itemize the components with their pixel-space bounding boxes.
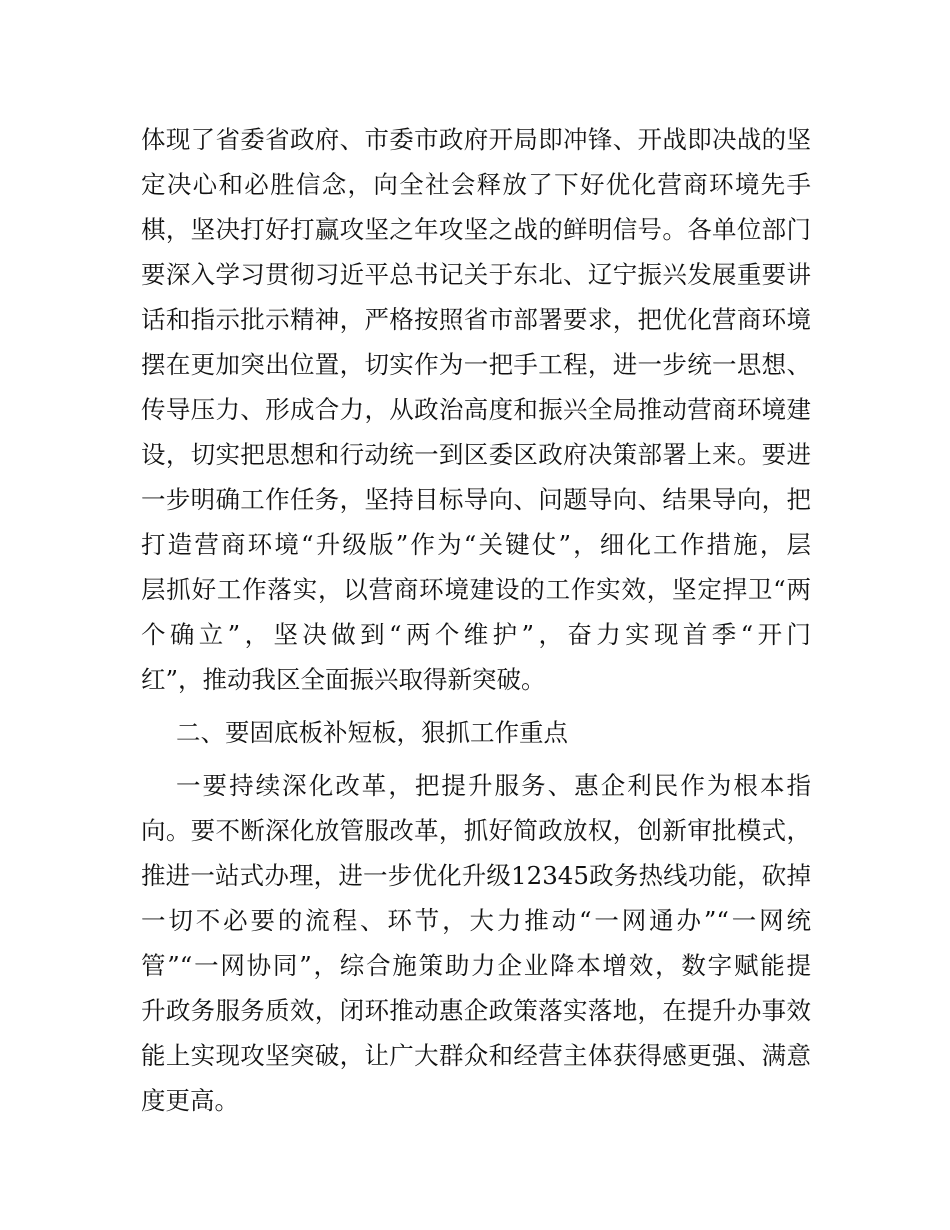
paragraph xyxy=(141,117,811,702)
text-line: 一要持续深化改革，把提升服务、惠企利民作为根本指 xyxy=(176,771,811,800)
section-heading xyxy=(141,710,811,755)
text-line: 个确立”，坚决做到“两个维护”，奋力实现首季“开门 xyxy=(141,620,811,649)
paragraph-spacer xyxy=(141,755,811,763)
document-body xyxy=(141,117,811,1123)
text-line: 体现了省委省政府、市委市政府开局即冲锋、开战即决战的坚 xyxy=(141,125,811,154)
text-line: 设，切实把思想和行动统一到区委区政府决策部署上来。要进 xyxy=(141,440,811,469)
text-line: 话和指示批示精神，严格按照省市部署要求，把优化营商环境 xyxy=(141,305,811,334)
text-line: 能上实现攻坚突破，让广大群众和经营主体获得感更强、满意 xyxy=(141,1041,811,1070)
text-line: 升政务服务质效，闭环推动惠企政策落实落地，在提升办事效 xyxy=(141,996,811,1025)
paragraph-spacer xyxy=(141,702,811,710)
text-line: 层抓好工作落实，以营商环境建设的工作实效，坚定捍卫“两 xyxy=(141,575,811,604)
text-line: 定决心和必胜信念，向全社会释放了下好优化营商环境先手 xyxy=(141,170,811,199)
text-line: 推进一站式办理，进一步优化升级12345政务热线功能，砍掉 xyxy=(141,861,811,890)
text-line: 向。要不断深化放管服改革，抓好简政放权，创新审批模式， xyxy=(141,816,811,845)
text-line: 打造营商环境“升级版”作为“关键仗”，细化工作措施，层 xyxy=(141,530,811,559)
text-line: 传导压力、形成合力，从政治高度和振兴全局推动营商环境建 xyxy=(141,395,811,424)
text-line: 摆在更加突出位置，切实作为一把手工程，进一步统一思想、 xyxy=(141,350,811,379)
text-line: 要深入学习贯彻习近平总书记关于东北、辽宁振兴发展重要讲 xyxy=(141,260,811,289)
paragraph xyxy=(141,763,811,1123)
section-heading-text: 二、要固底板补短板，狠抓工作重点 xyxy=(176,718,568,747)
text-line: 一步明确工作任务，坚持目标导向、问题导向、结果导向，把 xyxy=(141,485,811,514)
text-line: 红”，推动我区全面振兴取得新突破。 xyxy=(141,665,546,694)
text-line: 棋，坚决打好打赢攻坚之年攻坚之战的鲜明信号。各单位部门 xyxy=(141,215,811,244)
text-line: 一切不必要的流程、环节，大力推动“一网通办”“一网统 xyxy=(141,906,811,935)
text-line: 度更高。 xyxy=(141,1086,239,1115)
text-line: 管”“一网协同”，综合施策助力企业降本增效，数字赋能提 xyxy=(141,951,811,980)
